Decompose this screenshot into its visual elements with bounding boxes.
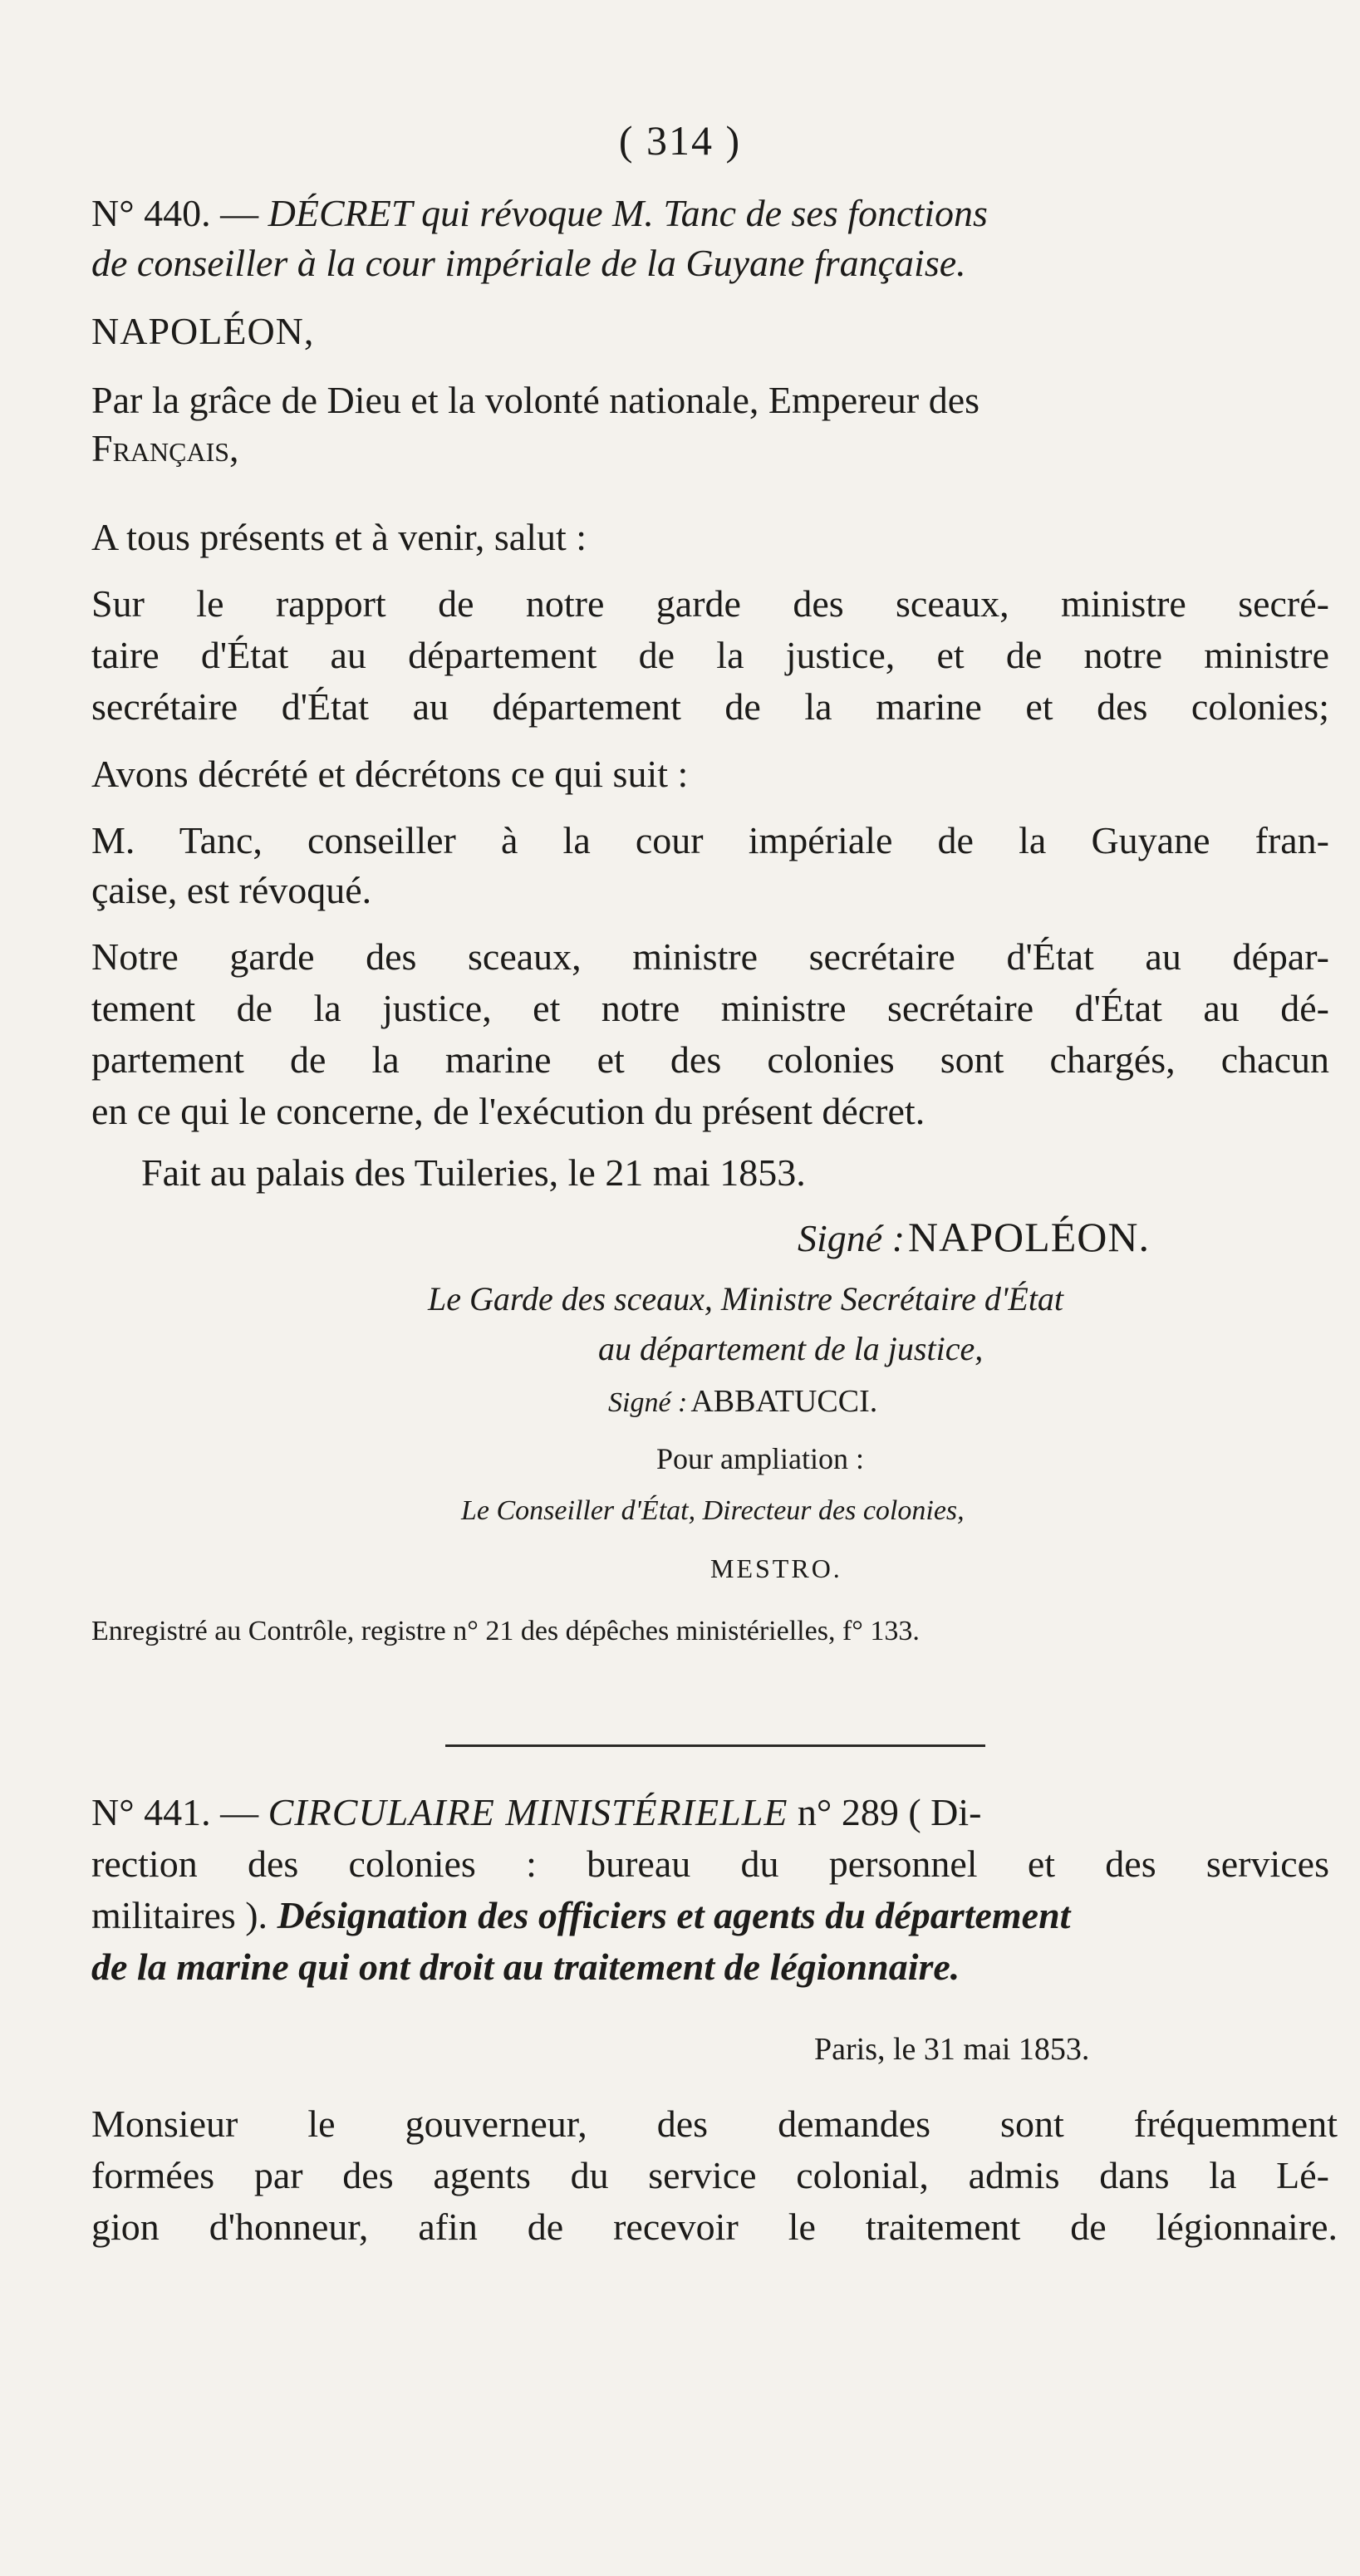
fait-line: Fait au palais des Tuileries, le 21 mai 1853. bbox=[141, 1151, 806, 1194]
grace-line2: Français, bbox=[91, 427, 239, 469]
rapport-line1: Sur le rapport de notre garde des sceaux, ministre secré- bbox=[91, 582, 1329, 625]
decree-heading bbox=[91, 191, 1338, 235]
mestro-signature: MESTRO. bbox=[710, 1553, 842, 1583]
dateline: Paris, le 31 mai 1853. bbox=[814, 2032, 1090, 2067]
circulaire-line2: rection des colonies : bureau du personnel et des services bbox=[91, 1842, 1329, 1885]
signature-abbatucci bbox=[608, 1383, 877, 1420]
grace-line1: Par la grâce de Dieu et la volonté nationale, Empereur des bbox=[91, 379, 980, 421]
circulaire-line3 bbox=[91, 1893, 1338, 1937]
garde-line2: au département de la justice, bbox=[598, 1330, 984, 1367]
circulaire-number: N° 441. — bbox=[91, 1791, 259, 1833]
avons-line: Avons décrété et décrétons ce qui suit : bbox=[91, 753, 689, 795]
execution-line2: tement de la justice, et notre ministre secrétaire d'État au dé- bbox=[91, 987, 1329, 1029]
execution-line3: partement de la marine et des colonies sont chargés, chacun bbox=[91, 1038, 1329, 1081]
page-number: ( 314 ) bbox=[618, 117, 742, 164]
decree-title-line1: DÉCRET qui révoque M. Tanc de ses fonctions bbox=[268, 192, 988, 234]
section-divider bbox=[445, 1744, 985, 1747]
revocation-line2: çaise, est révoqué. bbox=[91, 869, 372, 911]
rapport-line3: secrétaire d'État au département de la marine et des colonies; bbox=[91, 685, 1329, 728]
execution-line4: en ce qui le concerne, de l'exécution du présent décret. bbox=[91, 1090, 925, 1132]
circulaire-line4: de la marine qui ont droit au traitement de légionnaire. bbox=[91, 1945, 960, 1988]
salut-line: A tous présents et à venir, salut : bbox=[91, 516, 587, 558]
enregistre-line: Enregistré au Contrôle, registre n° 21 des dépêches ministérielles, f° 133. bbox=[91, 1616, 920, 1646]
circulaire-line3-a: militaires ). bbox=[91, 1894, 268, 1936]
circulaire-ref: n° 289 ( Di- bbox=[797, 1791, 982, 1833]
execution-line1: Notre garde des sceaux, ministre secrétaire d'État au dépar- bbox=[91, 935, 1329, 978]
signe-label: Signé : bbox=[798, 1217, 906, 1259]
revocation-line1: M. Tanc, conseiller à la cour impériale de la Guyane fran- bbox=[91, 819, 1329, 861]
signature-napoleon bbox=[798, 1213, 1150, 1261]
circulaire-heading bbox=[91, 1790, 1329, 1834]
signe-name: NAPOLÉON. bbox=[908, 1214, 1150, 1260]
decree-number: N° 440. — bbox=[91, 192, 259, 234]
garde-signe-name: ABBATUCCI. bbox=[690, 1384, 878, 1419]
garde-line1: Le Garde des sceaux, Ministre Secrétaire d'État bbox=[428, 1280, 1064, 1317]
rapport-line2: taire d'État au département de la justice, et de notre ministre bbox=[91, 634, 1329, 676]
ampliation-line: Pour ampliation : bbox=[656, 1442, 864, 1475]
emperor-name: NAPOLÉON, bbox=[91, 310, 315, 352]
letter-line1: Monsieur le gouverneur, des demandes sont fréquemment bbox=[91, 2103, 1338, 2145]
circulaire-line3-b: Désignation des officiers et agents du département bbox=[277, 1894, 1071, 1936]
garde-signe-label: Signé : bbox=[608, 1387, 688, 1418]
circulaire-title: CIRCULAIRE MINISTÉRIELLE bbox=[268, 1791, 788, 1833]
decree-title-line2: de conseiller à la cour impériale de la Guyane française. bbox=[91, 242, 966, 284]
conseiller-line: Le Conseiller d'État, Directeur des colonies, bbox=[461, 1495, 965, 1526]
letter-line3: gion d'honneur, afin de recevoir le traitement de légionnaire. bbox=[91, 2206, 1338, 2248]
letter-line2: formées par des agents du service colonial, admis dans la Lé- bbox=[91, 2154, 1329, 2196]
